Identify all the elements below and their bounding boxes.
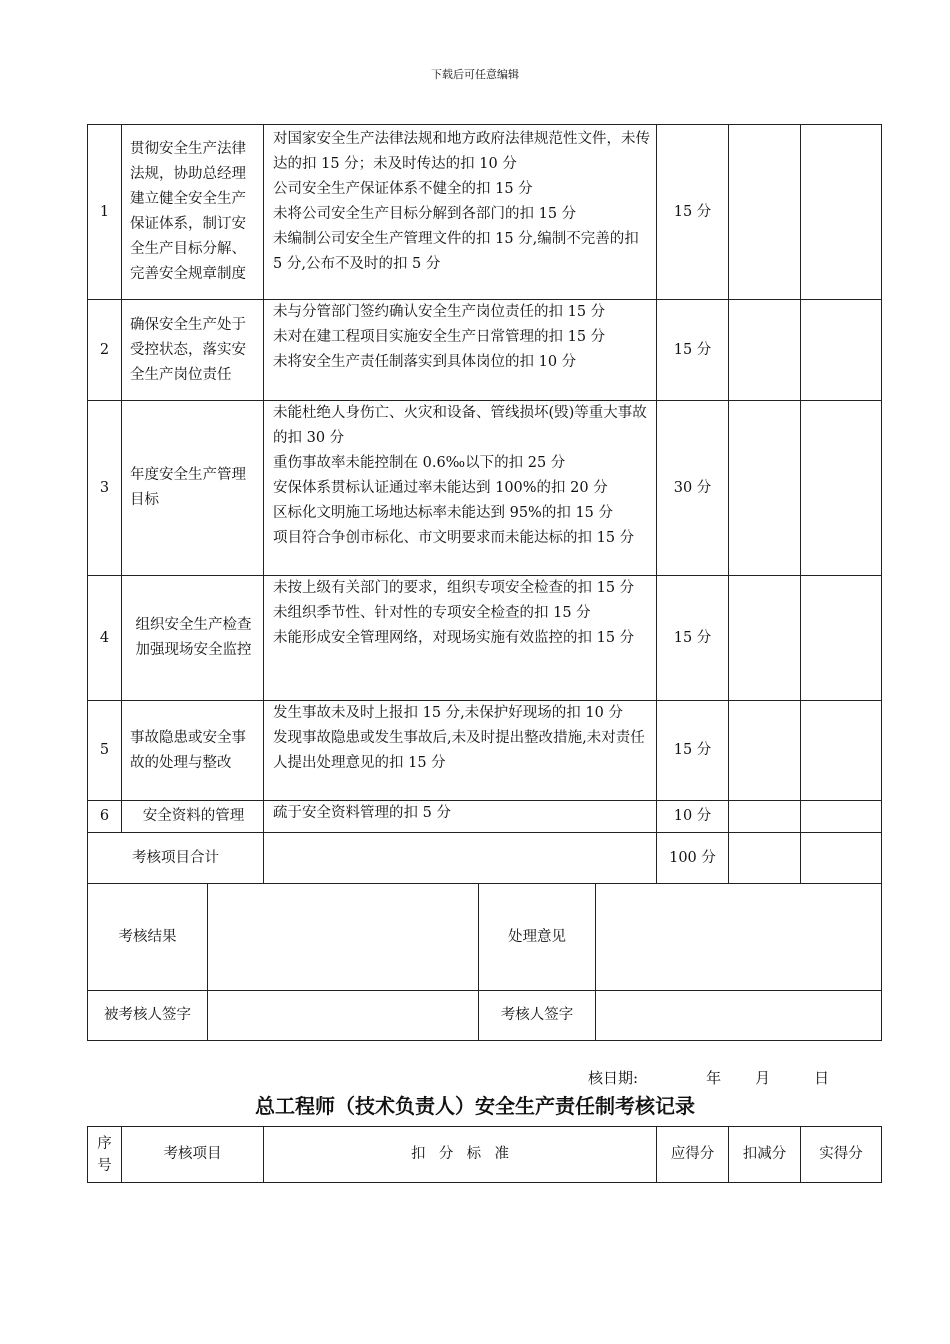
row-number: 5 [88, 701, 122, 801]
criterion: 未将安全生产责任制落实到具体岗位的扣 10 分 [273, 354, 577, 370]
row-number: 6 [88, 801, 122, 833]
assessment-item: 组织安全生产检查加强现场安全监控 [122, 576, 264, 701]
header-criteria: 扣 分 标 准 [264, 1127, 657, 1183]
date-year: 年 [706, 1069, 722, 1087]
result-label: 考核结果 [88, 884, 208, 991]
criterion: 发生事故未及时上报扣 15 分,未保护好现场的扣 10 分 [273, 705, 623, 721]
criterion: 未将公司安全生产目标分解到各部门的扣 15 分 [273, 206, 577, 222]
date-day: 日 [814, 1069, 830, 1087]
row-number: 2 [88, 300, 122, 401]
assessment-item: 年度安全生产管理目标 [122, 401, 264, 576]
due-score: 10 分 [657, 801, 729, 833]
criterion: 未能杜绝人身伤亡、火灾和设备、管线损坏(毁)等重大事故的扣 30 分 [273, 405, 647, 446]
actual-score-cell[interactable] [801, 801, 882, 833]
date-prefix: 核日期: [588, 1069, 639, 1087]
criterion: 疏于安全资料管理的扣 5 分 [273, 805, 451, 821]
actual-score-cell[interactable] [801, 576, 882, 701]
row-number: 1 [88, 125, 122, 300]
criterion: 未与分管部门签约确认安全生产岗位责任的扣 15 分 [273, 304, 606, 320]
total-row [88, 833, 882, 884]
assessment-item: 事故隐患或安全事故的处理与整改 [122, 701, 264, 801]
deduct-score-cell[interactable] [729, 125, 801, 300]
header-item: 考核项目 [122, 1127, 264, 1183]
actual-score-cell[interactable] [801, 125, 882, 300]
table-row [88, 701, 882, 801]
criterion: 未能形成安全管理网络，对现场实施有效监控的扣 15 分 [273, 630, 635, 646]
opinion-label: 处理意见 [479, 884, 596, 991]
assessee-sign-label: 被考核人签字 [88, 991, 208, 1041]
deduct-score-cell[interactable] [729, 701, 801, 801]
row-number: 4 [88, 576, 122, 701]
header-table [87, 1126, 882, 1183]
total-score: 100 分 [657, 833, 729, 884]
page-title: 总工程师（技术负责人）安全生产责任制考核记录 [255, 1094, 695, 1118]
assessor-sign-field[interactable] [596, 991, 882, 1041]
criterion: 对国家安全生产法律法规和地方政府法律规范性文件，未传达的扣 15 分；未及时传达的扣 10 分 [273, 131, 650, 172]
criterion: 未对在建工程项目实施安全生产日常管理的扣 15 分 [273, 329, 606, 345]
deduct-score-cell[interactable] [729, 300, 801, 401]
criterion: 区标化文明施工场地达标率未能达到 95%的扣 15 分 [273, 505, 614, 521]
due-score: 15 分 [657, 701, 729, 801]
header-deduct: 扣减分 [729, 1127, 801, 1183]
date-month: 月 [755, 1069, 771, 1087]
due-score: 15 分 [657, 300, 729, 401]
assessment-item: 贯彻安全生产法律法规，协助总经理建立健全安全生产保证体系，制订安全生产目标分解、完善安全规章制度 [122, 125, 264, 300]
due-score: 30 分 [657, 401, 729, 576]
assessment-table [87, 124, 882, 884]
total-actual-cell[interactable] [801, 833, 882, 884]
criterion: 公司安全生产保证体系不健全的扣 15 分 [273, 181, 533, 197]
table-row [88, 576, 882, 701]
total-label: 考核项目合计 [88, 833, 264, 884]
deduct-score-cell[interactable] [729, 576, 801, 701]
deduct-score-cell[interactable] [729, 401, 801, 576]
table-row [88, 300, 882, 401]
table-row [88, 125, 882, 300]
assessment-item: 安全资料的管理 [122, 801, 264, 833]
criterion: 重伤事故率未能控制在 0.6‰以下的扣 25 分 [273, 455, 566, 471]
deduct-score-cell[interactable] [729, 801, 801, 833]
actual-score-cell[interactable] [801, 300, 882, 401]
total-deduct-cell[interactable] [729, 833, 801, 884]
assessment-item: 确保安全生产处于受控状态，落实安全生产岗位责任 [122, 300, 264, 401]
result-table [87, 883, 882, 1041]
header-due: 应得分 [657, 1127, 729, 1183]
total-criteria-cell [264, 833, 657, 884]
header-note: 下载后可任意编辑 [431, 68, 519, 81]
due-score: 15 分 [657, 125, 729, 300]
opinion-field[interactable] [596, 884, 882, 991]
criterion: 未编制公司安全生产管理文件的扣 15 分,编制不完善的扣 5 分,公布不及时的扣 5 分 [273, 231, 639, 272]
criterion: 安保体系贯标认证通过率未能达到 100%的扣 20 分 [273, 480, 608, 496]
criterion: 发现事故隐患或发生事故后,未及时提出整改措施,未对责任人提出处理意见的扣 15 分 [273, 730, 645, 771]
table-row [88, 401, 882, 576]
table-row [88, 801, 882, 833]
result-field[interactable] [208, 884, 479, 991]
criterion: 未组织季节性、针对性的专项安全检查的扣 15 分 [273, 605, 591, 621]
header-actual: 实得分 [801, 1127, 882, 1183]
assessment-date [588, 1067, 829, 1088]
assessee-sign-field[interactable] [208, 991, 479, 1041]
header-no: 序号 [88, 1127, 122, 1183]
criterion: 项目符合争创市标化、市文明要求而未能达标的扣 15 分 [273, 530, 635, 546]
due-score: 15 分 [657, 576, 729, 701]
row-number: 3 [88, 401, 122, 576]
assessor-sign-label: 考核人签字 [479, 991, 596, 1041]
criterion: 未按上级有关部门的要求，组织专项安全检查的扣 15 分 [273, 580, 635, 596]
actual-score-cell[interactable] [801, 701, 882, 801]
actual-score-cell[interactable] [801, 401, 882, 576]
